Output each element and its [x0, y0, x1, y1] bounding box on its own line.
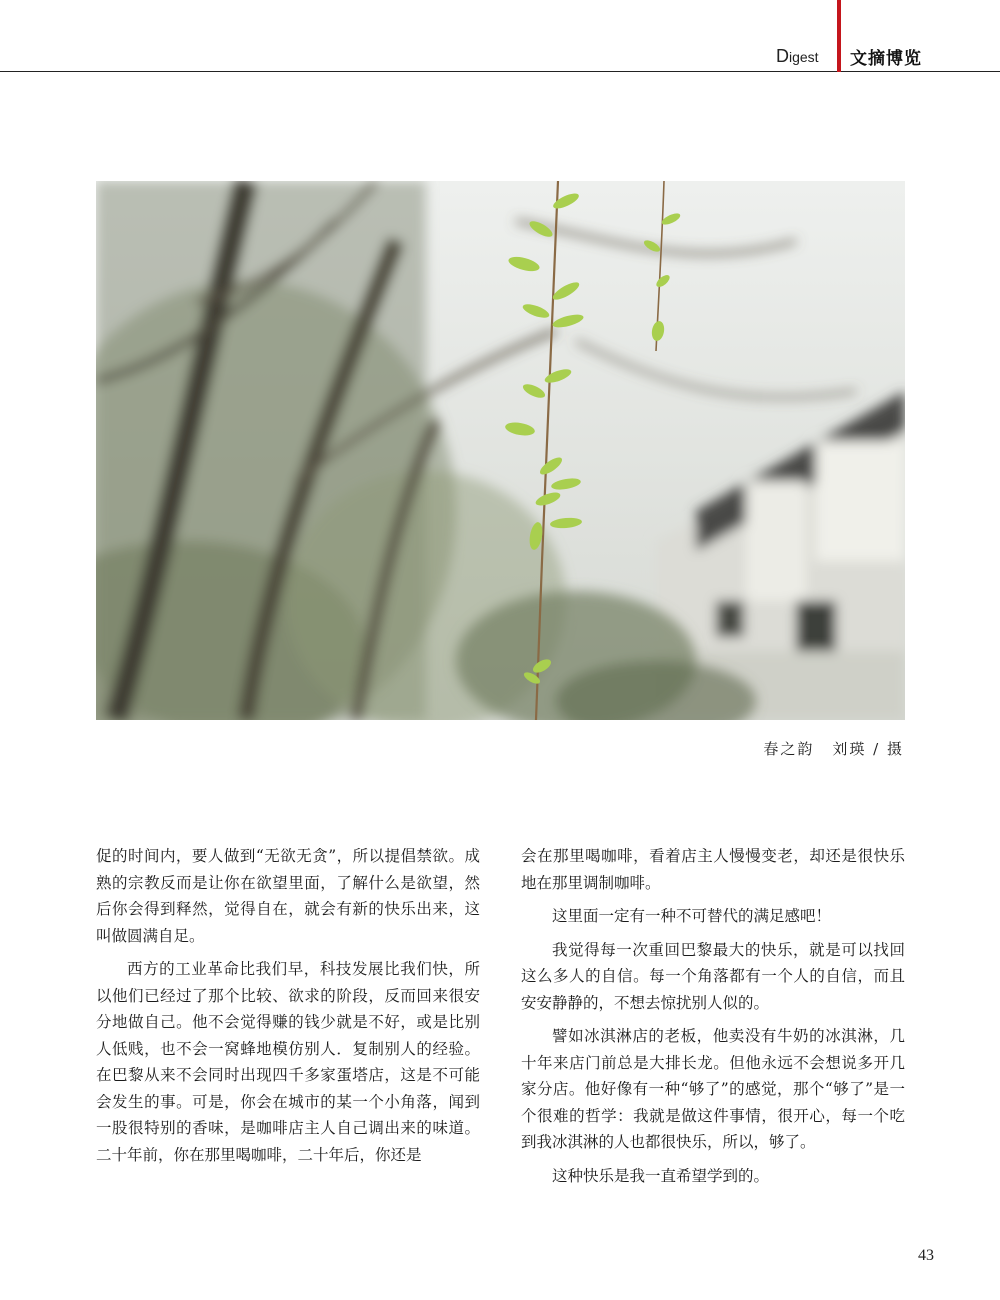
section-title: 文摘博览	[850, 49, 922, 69]
caption-title: 春之韵	[763, 740, 815, 758]
paragraph: 这种快乐是我一直希望学到的。	[552, 1166, 770, 1185]
paragraph: 这里面一定有一种不可替代的满足感吧！	[552, 907, 832, 925]
text-column-right	[521, 843, 905, 1196]
paragraph: 西方的工业革命比我们早，科技发展比我们快，所以他们已经过了那个比较、欲求的阶段，反而回来很安分地做自己。他不会觉得赚的钱少就是不好，或是比别人低贱，也不会一窝蜂地模仿别人．复制别人的经验。在巴黎从来不会同时出现四千多家蛋塔店，这是不可能会发生的事。可是，你会在城市的某一个小角落，闻到一股很特别的香味，是咖啡店主人自己调出来的味道。二十年前，你在那里喝咖啡，二十年后，你还是	[96, 960, 480, 1164]
paragraph: 譬如冰淇淋店的老板，他卖没有牛奶的冰淇淋，几十年来店门前总是大排长龙。但他永远不会想说多开几家分店。他好像有一种“够了”的感觉，那个“够了”是一个很难的哲学：我就是做这件事情，很开心，每一个吃到我冰淇淋的人也都很快乐，所以，够了。	[521, 1027, 905, 1151]
digest-label: Digest	[776, 46, 819, 66]
photo-caption	[763, 738, 904, 759]
spring-photo	[96, 181, 905, 720]
text-column-left	[96, 843, 480, 1175]
header-rule	[0, 71, 1000, 72]
paragraph: 我觉得每一次重回巴黎最大的快乐，就是可以找回这么多人的自信。每一个角落都有一个人的自信，而且安安静静的，不想去惊扰别人似的。	[521, 940, 905, 1012]
caption-credit: 刘瑛 / 摄	[832, 740, 904, 758]
header-accent-bar	[837, 0, 841, 72]
page-number: 43	[918, 1247, 934, 1264]
paragraph: 促的时间内，要人做到“无欲无贪”，所以提倡禁欲。成熟的宗教反而是让你在欲望里面，了解什么是欲望，然后你会得到释然，觉得自在，就会有新的快乐出来，这叫做圆满自足。	[96, 847, 480, 945]
paragraph: 会在那里喝咖啡，看着店主人慢慢变老，却还是很快乐地在那里调制咖啡。	[521, 847, 905, 892]
